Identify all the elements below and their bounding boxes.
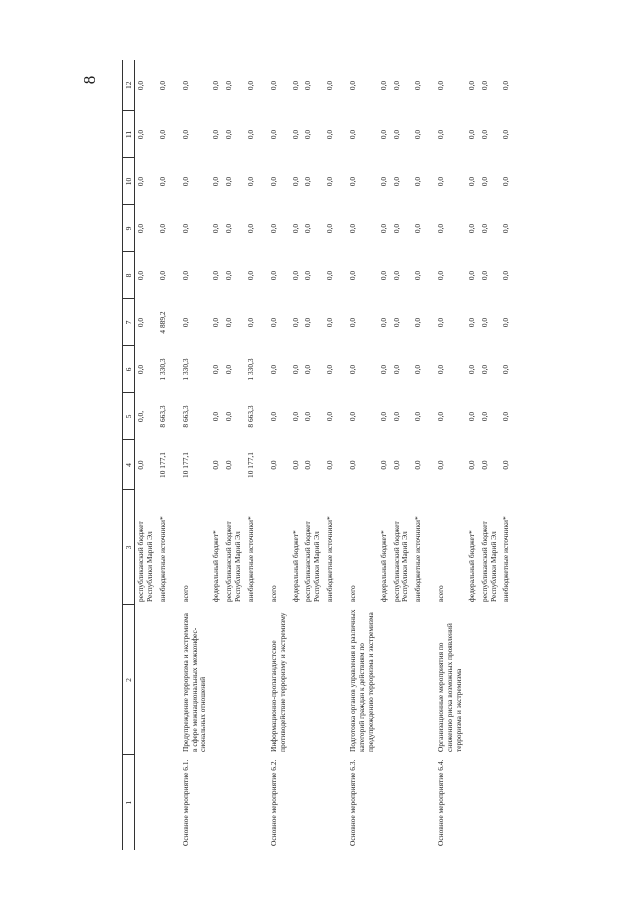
table-row: [378, 60, 391, 850]
funding-source-cell: всего: [268, 585, 278, 602]
value-cell: 0,0: [378, 317, 388, 328]
table-row: [337, 60, 378, 850]
value-cell: 0,0: [268, 364, 278, 375]
value-cell: 0,0: [413, 364, 423, 375]
column-header-4: 4: [123, 440, 135, 490]
value-cell: 0,0: [136, 270, 146, 281]
value-cell: 0,0: [413, 460, 423, 470]
activity-cell: [290, 755, 303, 850]
value-cell: 0,0: [303, 364, 313, 375]
value-cell: 0,0: [479, 317, 489, 328]
column-header-12: 12: [123, 60, 135, 111]
activity-cell: [500, 755, 513, 850]
value-cell: 0,0: [136, 460, 146, 470]
column-header-2: 2: [123, 605, 135, 755]
value-cell: 0,0: [436, 80, 446, 91]
value-cell: 0,0: [211, 223, 221, 234]
activity-title-cell: [500, 605, 513, 755]
value-cell: 0,0: [378, 80, 388, 91]
table-row: [245, 60, 258, 850]
value-cell: 0,0: [378, 176, 388, 187]
value-cell: 0,0: [391, 411, 401, 422]
value-cell: 0,0: [224, 317, 234, 328]
value-cell: 0,0: [436, 460, 446, 470]
activity-title-cell: Подготовка органов управления и различных категорий граждан к действиям по предупреждению терроризма и экстремизма: [348, 609, 375, 752]
value-cell: 0,0: [378, 270, 388, 281]
value-cell: 0,0: [501, 411, 511, 422]
value-cell: 0,0: [479, 411, 489, 422]
activity-cell: Основное мероприятие 6.1.: [180, 759, 190, 846]
funding-source-cell: федеральный бюджет*: [466, 530, 476, 602]
value-cell: 0,0: [325, 223, 335, 234]
value-cell: 0,0: [136, 364, 146, 375]
value-cell: 0,0: [378, 223, 388, 234]
funding-source-cell: республиканский бюджет Республики Марий Эл: [391, 521, 410, 602]
value-cell: 8 663,3: [245, 405, 255, 428]
value-cell: 0,0: [211, 129, 221, 140]
activity-title-cell: [157, 605, 170, 755]
value-cell: 0,0: [466, 460, 476, 470]
value-cell: 0,0: [224, 176, 234, 187]
header-row: [123, 60, 135, 850]
table-row: [258, 60, 290, 850]
value-cell: 0,0: [466, 223, 476, 234]
table-row: [324, 60, 337, 850]
value-cell: 0,0: [501, 129, 511, 140]
value-cell: 0,0: [290, 411, 300, 422]
value-cell: 0,0: [413, 129, 423, 140]
value-cell: 0,0: [245, 176, 255, 187]
column-header-6: 6: [123, 346, 135, 393]
activity-title-cell: Информационно-пропагандистское противодействие терроризму и экстремизму: [268, 612, 287, 752]
value-cell: 0,0: [211, 460, 221, 470]
value-cell: 0,0: [479, 80, 489, 91]
value-cell: 8 663,3: [180, 405, 190, 428]
value-cell: 0,0: [391, 364, 401, 375]
value-cell: 0,0: [290, 176, 300, 187]
activity-cell: [245, 755, 258, 850]
value-cell: 0,0: [501, 317, 511, 328]
value-cell: 0,0: [211, 411, 221, 422]
value-cell: 0,0: [224, 270, 234, 281]
funding-source-cell: федеральный бюджет*: [378, 530, 388, 602]
funding-source-cell: федеральный бюджет*: [290, 530, 300, 602]
value-cell: 0,0: [325, 176, 335, 187]
value-cell: 0,0: [325, 270, 335, 281]
activity-cell: [157, 755, 170, 850]
value-cell: 0,0: [180, 80, 190, 91]
value-cell: 0,0: [211, 364, 221, 375]
column-header-10: 10: [123, 158, 135, 205]
value-cell: 0,0: [136, 317, 146, 328]
value-cell: 0,0: [290, 317, 300, 328]
value-cell: 0,0: [224, 80, 234, 91]
column-header-5: 5: [123, 393, 135, 440]
value-cell: 0,0: [479, 129, 489, 140]
value-cell: 0,0: [290, 129, 300, 140]
value-cell: 0,0: [378, 411, 388, 422]
value-cell: 0,0: [479, 460, 489, 470]
value-cell: 0,0: [136, 176, 146, 187]
budget-table: [122, 60, 513, 850]
value-cell: 0,0: [479, 364, 489, 375]
value-cell: 0,0: [391, 80, 401, 91]
table-row: [466, 60, 479, 850]
value-cell: 0,0: [303, 270, 313, 281]
value-cell: 0,0: [413, 270, 423, 281]
value-cell: 0,0: [290, 80, 300, 91]
value-cell: 0,0: [224, 223, 234, 234]
activity-cell: Основное мероприятие 6.3.: [348, 759, 358, 846]
value-cell: 0,0: [245, 223, 255, 234]
value-cell: 0,0: [348, 270, 358, 281]
value-cell: 4 889,2: [157, 311, 167, 334]
value-cell: 0,0: [413, 176, 423, 187]
value-cell: 0,0: [325, 129, 335, 140]
value-cell: 0,0: [303, 411, 313, 422]
value-cell: 0,0: [157, 80, 167, 91]
value-cell: 0,0: [180, 270, 190, 281]
value-cell: 0,0: [136, 223, 146, 234]
funding-source-cell: внебюджетные источники*: [325, 516, 335, 602]
value-cell: 0,0: [180, 129, 190, 140]
activity-cell: [324, 755, 337, 850]
value-cell: 0,0: [378, 364, 388, 375]
activity-title-cell: Предупреждение терроризма и экстремизма в сфере межнациональных межконфес- сиональных отношений: [180, 613, 208, 752]
funding-source-cell: всего: [180, 585, 190, 602]
value-cell: 0,0: [348, 460, 358, 470]
activity-title-cell: [245, 605, 258, 755]
value-cell: 0,0: [466, 176, 476, 187]
rotated-table-page: [122, 60, 582, 850]
value-cell: 0,0: [466, 80, 476, 91]
table-row: [157, 60, 170, 850]
value-cell: 0,0: [466, 317, 476, 328]
column-header-11: 11: [123, 111, 135, 158]
value-cell: 0,0: [413, 411, 423, 422]
funding-source-cell: республиканский бюджет Республики Марий Эл: [303, 521, 322, 602]
funding-source-cell: республиканский бюджет Республики Марий Эл: [479, 521, 498, 602]
value-cell: 0,0: [157, 176, 167, 187]
activity-title-cell: [479, 605, 501, 755]
value-cell: 0,0: [268, 411, 278, 422]
value-cell: 10 177,1: [157, 452, 167, 478]
table-row: [302, 60, 324, 850]
table-row: [223, 60, 245, 850]
activity-title-cell: Организационные мероприятия по снижению риска возможных проявлений терроризма и экстремизма: [436, 623, 463, 752]
value-cell: 0,0: [224, 411, 234, 422]
value-cell: 0,0: [391, 270, 401, 281]
activity-cell: [479, 755, 501, 850]
value-cell: 0,0: [436, 364, 446, 375]
value-cell: 0,0: [348, 223, 358, 234]
funding-source-cell: внебюджетные источники*: [245, 516, 255, 602]
value-cell: 0,0: [245, 129, 255, 140]
funding-source-cell: внебюджетные источники*: [413, 516, 423, 602]
funding-source-cell: республиканский бюджет Республики Марий Эл: [224, 521, 243, 602]
value-cell: 0,0: [303, 176, 313, 187]
column-header-9: 9: [123, 205, 135, 252]
value-cell: 0,0: [211, 270, 221, 281]
activity-cell: [466, 755, 479, 850]
value-cell: 0,0: [290, 270, 300, 281]
value-cell: 0,0: [325, 317, 335, 328]
funding-source-cell: республиканский бюджет Республики Марий Эл: [136, 521, 154, 602]
value-cell: 0,0: [348, 129, 358, 140]
activity-cell: [391, 755, 413, 850]
activity-title-cell: [412, 605, 425, 755]
value-cell: 0,0: [348, 411, 358, 422]
activity-cell: Основное мероприятие 6.4.: [436, 759, 446, 846]
value-cell: 0,0: [180, 223, 190, 234]
funding-source-cell: внебюджетные источники*: [501, 516, 511, 602]
page-number: 8: [80, 75, 99, 85]
value-cell: 0,0: [466, 411, 476, 422]
value-cell: 0,0: [348, 364, 358, 375]
table-row: [500, 60, 513, 850]
value-cell: 0,0: [479, 223, 489, 234]
value-cell: 0,0: [136, 129, 146, 140]
value-cell: 0,0: [290, 460, 300, 470]
value-cell: 0,0: [157, 129, 167, 140]
table-row: [210, 60, 223, 850]
funding-source-cell: внебюджетные источники*: [157, 516, 167, 602]
table-row: [135, 60, 157, 850]
value-cell: 0,0: [268, 80, 278, 91]
funding-source-cell: федеральный бюджет*: [211, 530, 221, 602]
value-cell: 0,0: [211, 176, 221, 187]
value-cell: 0,0: [391, 129, 401, 140]
value-cell: 10 177,1: [245, 452, 255, 478]
activity-cell: [412, 755, 425, 850]
value-cell: 0,0: [325, 80, 335, 91]
activity-cell: [210, 755, 223, 850]
value-cell: 0,0: [501, 80, 511, 91]
value-cell: 0,0: [348, 317, 358, 328]
value-cell: 0,0: [413, 223, 423, 234]
value-cell: 0,0: [224, 460, 234, 470]
value-cell: 10 177,1: [180, 452, 190, 478]
value-cell: 0,0: [290, 223, 300, 234]
funding-source-cell: всего: [436, 585, 446, 602]
value-cell: 1 330,3: [157, 358, 167, 381]
activity-cell: [223, 755, 245, 850]
value-cell: 0,0: [245, 80, 255, 91]
value-cell: 0,0: [245, 270, 255, 281]
activity-cell: [302, 755, 324, 850]
activity-title-cell: [135, 605, 157, 755]
value-cell: 0,0: [325, 364, 335, 375]
value-cell: 0,0: [268, 460, 278, 470]
value-cell: 0,0: [348, 80, 358, 91]
activity-title-cell: [378, 605, 391, 755]
table-row: [425, 60, 466, 850]
value-cell: 0,0: [436, 176, 446, 187]
value-cell: 0,0: [268, 317, 278, 328]
value-cell: 0,0: [466, 129, 476, 140]
value-cell: 0,0: [501, 270, 511, 281]
table-row: [479, 60, 501, 850]
value-cell: 0,0: [303, 460, 313, 470]
value-cell: 0,0: [436, 317, 446, 328]
value-cell: 0,0: [268, 270, 278, 281]
value-cell: 8 663,3: [157, 405, 167, 428]
table-row: [170, 60, 211, 850]
value-cell: 0,0: [413, 80, 423, 91]
value-cell: 0,0: [224, 364, 234, 375]
value-cell: 0,0: [303, 129, 313, 140]
value-cell: 0,0: [391, 317, 401, 328]
value-cell: 0,0: [378, 460, 388, 470]
value-cell: 0,0,: [136, 410, 146, 423]
value-cell: 0,0: [436, 129, 446, 140]
value-cell: 0,0: [479, 270, 489, 281]
activity-title-cell: [302, 605, 324, 755]
value-cell: 0,0: [303, 223, 313, 234]
value-cell: 0,0: [391, 460, 401, 470]
value-cell: 0,0: [325, 460, 335, 470]
value-cell: 0,0: [180, 176, 190, 187]
value-cell: 0,0: [501, 223, 511, 234]
value-cell: 0,0: [479, 176, 489, 187]
activity-cell: Основное мероприятие 6.2.: [268, 759, 278, 846]
value-cell: 0,0: [157, 223, 167, 234]
value-cell: 0,0: [268, 223, 278, 234]
value-cell: 0,0: [268, 176, 278, 187]
value-cell: 0,0: [224, 129, 234, 140]
table-body: [135, 60, 514, 850]
value-cell: 0,0: [466, 364, 476, 375]
column-header-3: 3: [123, 490, 135, 605]
table-row: [412, 60, 425, 850]
activity-title-cell: [210, 605, 223, 755]
value-cell: 0,0: [391, 176, 401, 187]
value-cell: 0,0: [180, 317, 190, 328]
value-cell: 0,0: [268, 129, 278, 140]
value-cell: 0,0: [501, 176, 511, 187]
column-header-8: 8: [123, 252, 135, 299]
value-cell: 0,0: [501, 460, 511, 470]
activity-title-cell: [466, 605, 479, 755]
activity-title-cell: [290, 605, 303, 755]
activity-title-cell: [391, 605, 413, 755]
activity-title-cell: [223, 605, 245, 755]
value-cell: 1 330,3: [245, 358, 255, 381]
value-cell: 0,0: [211, 80, 221, 91]
table-header: [123, 60, 135, 850]
value-cell: 1 330,3: [180, 358, 190, 381]
value-cell: 0,0: [466, 270, 476, 281]
value-cell: 0,0: [501, 364, 511, 375]
activity-cell: [135, 755, 157, 850]
value-cell: 0,0: [325, 411, 335, 422]
funding-source-cell: всего: [348, 585, 358, 602]
value-cell: 0,0: [436, 411, 446, 422]
value-cell: 0,0: [211, 317, 221, 328]
value-cell: 0,0: [436, 270, 446, 281]
activity-cell: [378, 755, 391, 850]
column-header-7: 7: [123, 299, 135, 346]
value-cell: 0,0: [436, 223, 446, 234]
value-cell: 0,0: [413, 317, 423, 328]
value-cell: 0,0: [303, 317, 313, 328]
value-cell: 0,0: [290, 364, 300, 375]
table-row: [391, 60, 413, 850]
value-cell: 0,0: [391, 223, 401, 234]
column-header-1: 1: [123, 755, 135, 850]
value-cell: 0,0: [303, 80, 313, 91]
value-cell: 0,0: [245, 317, 255, 328]
activity-title-cell: [324, 605, 337, 755]
value-cell: 0,0: [348, 176, 358, 187]
table-row: [290, 60, 303, 850]
value-cell: 0,0: [378, 129, 388, 140]
value-cell: 0,0: [157, 270, 167, 281]
value-cell: 0,0: [136, 80, 146, 91]
